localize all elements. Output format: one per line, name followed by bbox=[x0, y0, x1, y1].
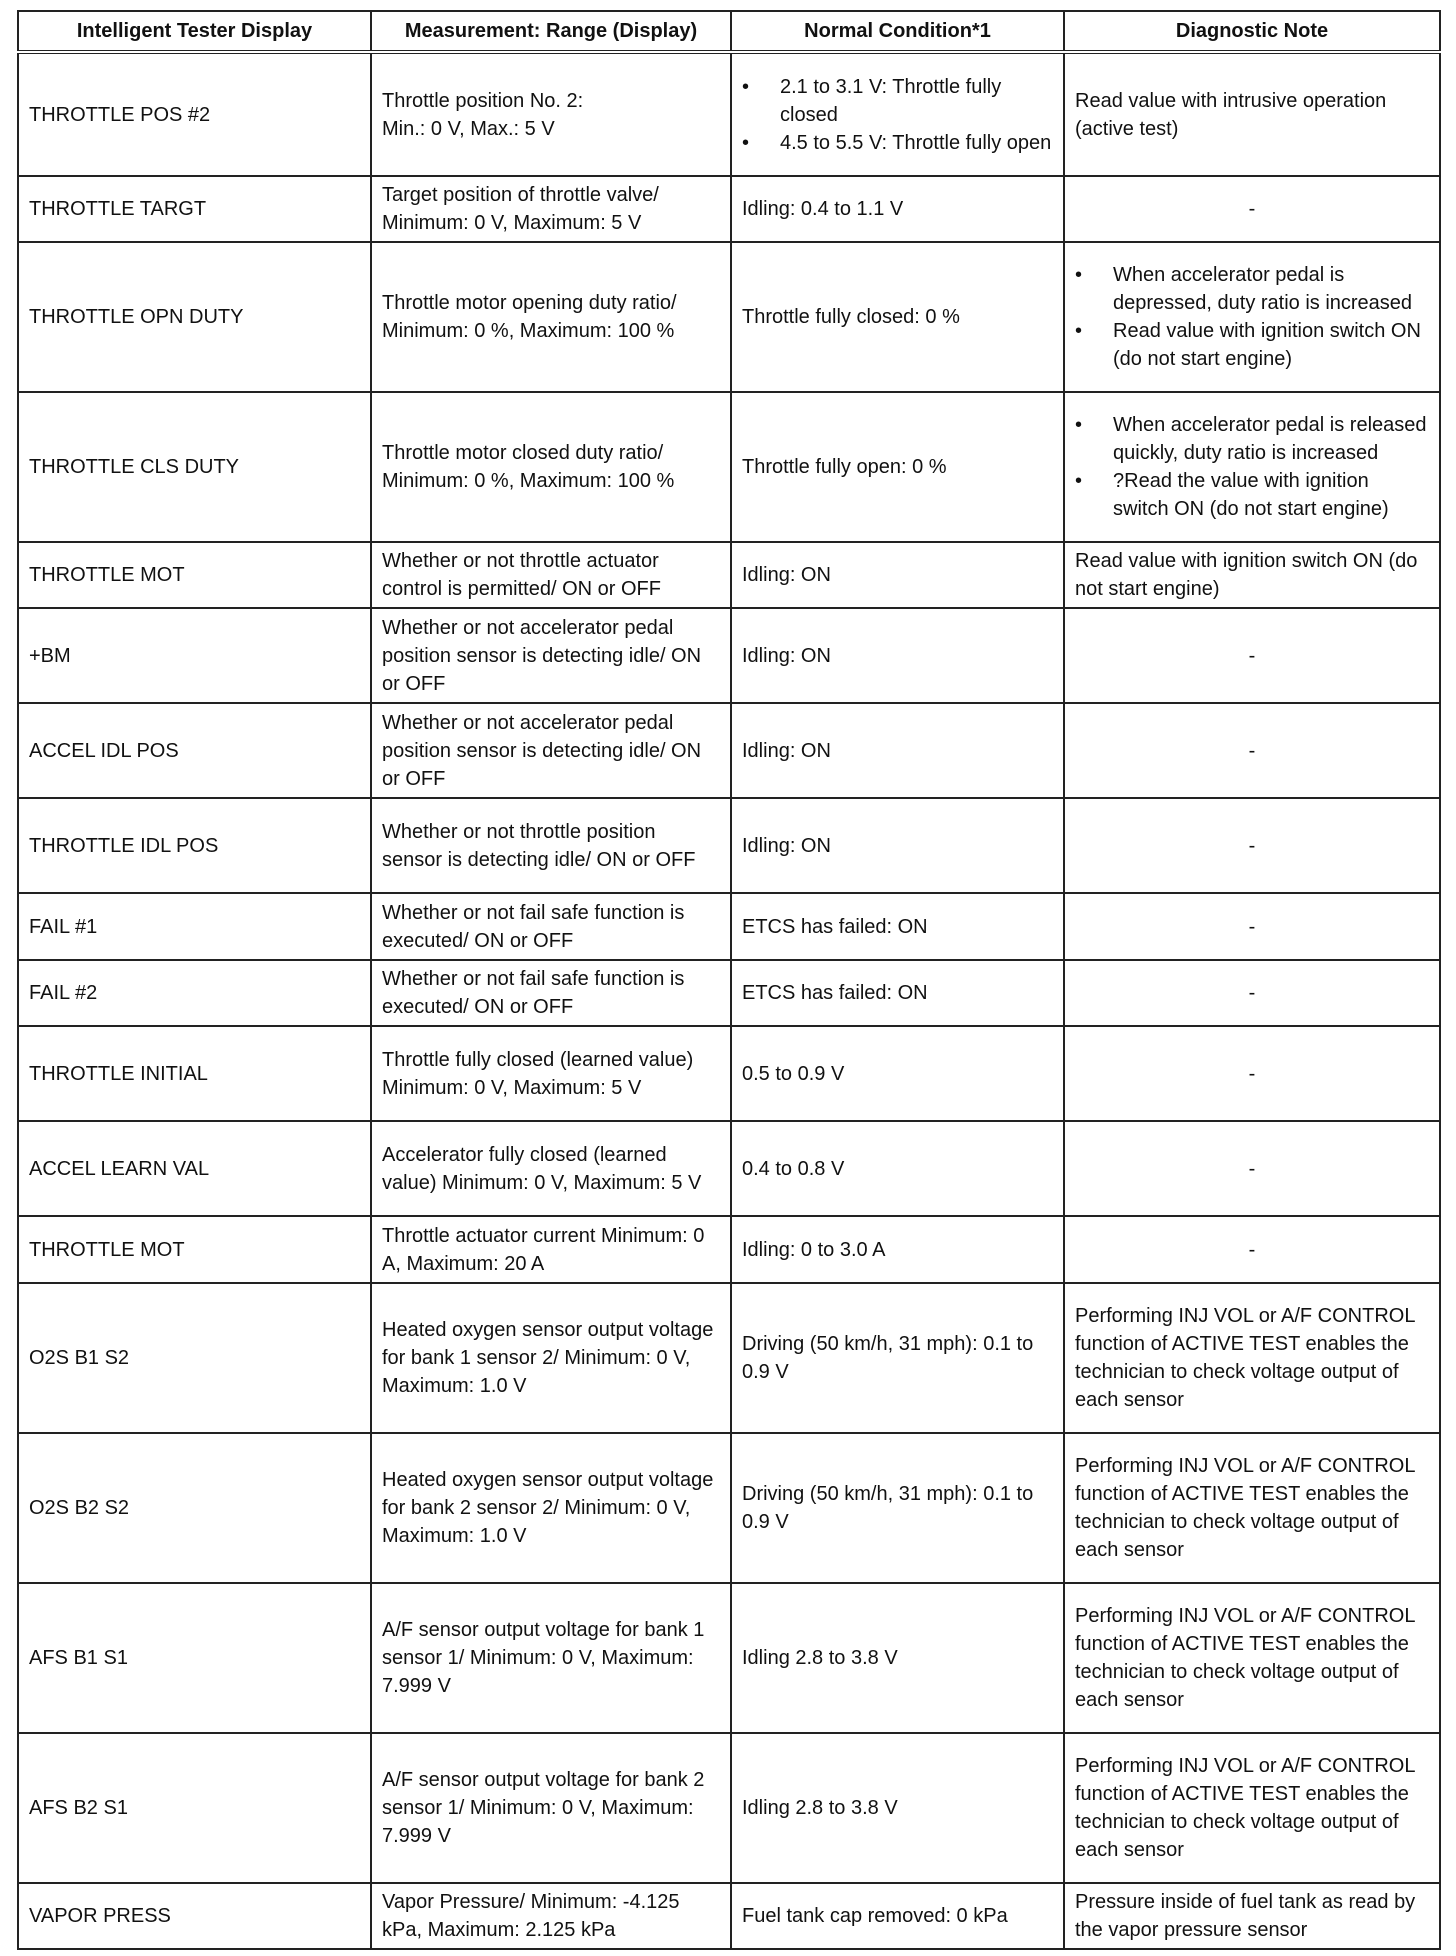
cell-diagnostic-note: - bbox=[1064, 1026, 1440, 1121]
cell-normal-condition: Idling 2.8 to 3.8 V bbox=[731, 1583, 1064, 1733]
cell-measurement-range: Whether or not fail safe function is executed/ ON or OFF bbox=[371, 960, 731, 1026]
table-row bbox=[18, 1583, 1440, 1733]
cell-measurement-range: Throttle fully closed (learned value) Minimum: 0 V, Maximum: 5 V bbox=[371, 1026, 731, 1121]
cell-tester-display: THROTTLE CLS DUTY bbox=[18, 392, 371, 542]
cell-diagnostic-note: Performing INJ VOL or A/F CONTROL function of ACTIVE TEST enables the technician to check voltage output of each sensor bbox=[1064, 1733, 1440, 1883]
cell-tester-display: THROTTLE INITIAL bbox=[18, 1026, 371, 1121]
cell-tester-display: FAIL #2 bbox=[18, 960, 371, 1026]
cell-normal-condition: Driving (50 km/h, 31 mph): 0.1 to 0.9 V bbox=[731, 1283, 1064, 1433]
cell-diagnostic-note: Performing INJ VOL or A/F CONTROL function of ACTIVE TEST enables the technician to check voltage output of each sensor bbox=[1064, 1283, 1440, 1433]
cell-normal-condition: 0.4 to 0.8 V bbox=[731, 1121, 1064, 1216]
table-row bbox=[18, 176, 1440, 242]
cell-tester-display: THROTTLE TARGT bbox=[18, 176, 371, 242]
cell-normal-condition: Idling: ON bbox=[731, 608, 1064, 703]
table-row bbox=[18, 1216, 1440, 1283]
table-row bbox=[18, 1883, 1440, 1949]
cell-normal-condition bbox=[731, 52, 1064, 176]
cell-tester-display: THROTTLE MOT bbox=[18, 1216, 371, 1283]
cell-diagnostic-note: - bbox=[1064, 703, 1440, 798]
cell-measurement-range: A/F sensor output voltage for bank 2 sensor 1/ Minimum: 0 V, Maximum: 7.999 V bbox=[371, 1733, 731, 1883]
cell-tester-display: +BM bbox=[18, 608, 371, 703]
table-row bbox=[18, 798, 1440, 893]
cell-normal-condition: 0.5 to 0.9 V bbox=[731, 1026, 1064, 1121]
cell-measurement-range: Heated oxygen sensor output voltage for bank 1 sensor 2/ Minimum: 0 V, Maximum: 1.0 V bbox=[371, 1283, 731, 1433]
cell-tester-display: THROTTLE OPN DUTY bbox=[18, 242, 371, 392]
header-diagnostic-note: Diagnostic Note bbox=[1064, 11, 1440, 52]
cell-normal-condition: Idling: ON bbox=[731, 703, 1064, 798]
table-row bbox=[18, 893, 1440, 960]
cell-tester-display: THROTTLE IDL POS bbox=[18, 798, 371, 893]
cell-measurement-range: Throttle motor opening duty ratio/ Minimum: 0 %, Maximum: 100 % bbox=[371, 242, 731, 392]
cell-measurement-range: Whether or not accelerator pedal position sensor is detecting idle/ ON or OFF bbox=[371, 703, 731, 798]
cell-normal-condition: Driving (50 km/h, 31 mph): 0.1 to 0.9 V bbox=[731, 1433, 1064, 1583]
cell-tester-display: ACCEL IDL POS bbox=[18, 703, 371, 798]
cell-tester-display: O2S B2 S2 bbox=[18, 1433, 371, 1583]
table-row bbox=[18, 542, 1440, 608]
cell-measurement-range: Vapor Pressure/ Minimum: -4.125 kPa, Maximum: 2.125 kPa bbox=[371, 1883, 731, 1949]
cell-normal-condition: Idling: 0.4 to 1.1 V bbox=[731, 176, 1064, 242]
table-row bbox=[18, 392, 1440, 542]
cell-normal-condition: Throttle fully open: 0 % bbox=[731, 392, 1064, 542]
table-header-row bbox=[18, 11, 1440, 52]
cell-diagnostic-note: - bbox=[1064, 1216, 1440, 1283]
cell-measurement-range: Throttle actuator current Minimum: 0 A, Maximum: 20 A bbox=[371, 1216, 731, 1283]
header-measurement-range: Measurement: Range (Display) bbox=[371, 11, 731, 52]
table-body bbox=[18, 52, 1440, 1949]
cell-tester-display: VAPOR PRESS bbox=[18, 1883, 371, 1949]
table-row bbox=[18, 1121, 1440, 1216]
cell-measurement-range: Whether or not accelerator pedal position sensor is detecting idle/ ON or OFF bbox=[371, 608, 731, 703]
bullet-item: • Read value with ignition switch ON (do not start engine) bbox=[1075, 317, 1429, 373]
cell-tester-display: AFS B2 S1 bbox=[18, 1733, 371, 1883]
cell-tester-display: ACCEL LEARN VAL bbox=[18, 1121, 371, 1216]
cell-measurement-range: Target position of throttle valve/ Minimum: 0 V, Maximum: 5 V bbox=[371, 176, 731, 242]
bullet-list bbox=[742, 73, 1053, 157]
cell-tester-display: FAIL #1 bbox=[18, 893, 371, 960]
cell-diagnostic-note: - bbox=[1064, 893, 1440, 960]
cell-measurement-range: Whether or not fail safe function is executed/ ON or OFF bbox=[371, 893, 731, 960]
cell-normal-condition: Throttle fully closed: 0 % bbox=[731, 242, 1064, 392]
bullet-item: • 2.1 to 3.1 V: Throttle fully closed bbox=[742, 73, 1053, 129]
cell-normal-condition: ETCS has failed: ON bbox=[731, 960, 1064, 1026]
bullet-item: • When accelerator pedal is depressed, duty ratio is increased bbox=[1075, 261, 1429, 317]
cell-measurement-range: Whether or not throttle actuator control is permitted/ ON or OFF bbox=[371, 542, 731, 608]
table-row bbox=[18, 960, 1440, 1026]
cell-diagnostic-note: Read value with ignition switch ON (do not start engine) bbox=[1064, 542, 1440, 608]
table-row bbox=[18, 703, 1440, 798]
table-row bbox=[18, 608, 1440, 703]
cell-diagnostic-note: - bbox=[1064, 798, 1440, 893]
header-normal-condition: Normal Condition*1 bbox=[731, 11, 1064, 52]
table-row bbox=[18, 1733, 1440, 1883]
bullet-item: • When accelerator pedal is released quickly, duty ratio is increased bbox=[1075, 411, 1429, 467]
cell-diagnostic-note: - bbox=[1064, 1121, 1440, 1216]
header-tester-display: Intelligent Tester Display bbox=[18, 11, 371, 52]
cell-normal-condition: Idling 2.8 to 3.8 V bbox=[731, 1733, 1064, 1883]
table-row bbox=[18, 242, 1440, 392]
cell-tester-display: THROTTLE POS #2 bbox=[18, 52, 371, 176]
cell-tester-display: AFS B1 S1 bbox=[18, 1583, 371, 1733]
table-row bbox=[18, 1026, 1440, 1121]
cell-diagnostic-note: - bbox=[1064, 176, 1440, 242]
cell-normal-condition: ETCS has failed: ON bbox=[731, 893, 1064, 960]
table-row bbox=[18, 1433, 1440, 1583]
cell-diagnostic-note: Performing INJ VOL or A/F CONTROL function of ACTIVE TEST enables the technician to check voltage output of each sensor bbox=[1064, 1583, 1440, 1733]
cell-diagnostic-note: - bbox=[1064, 960, 1440, 1026]
cell-diagnostic-note: Read value with intrusive operation (active test) bbox=[1064, 52, 1440, 176]
cell-measurement-range: A/F sensor output voltage for bank 1 sensor 1/ Minimum: 0 V, Maximum: 7.999 V bbox=[371, 1583, 731, 1733]
cell-measurement-range: Throttle motor closed duty ratio/ Minimum: 0 %, Maximum: 100 % bbox=[371, 392, 731, 542]
data-list-table bbox=[17, 10, 1441, 1950]
cell-measurement-range: Accelerator fully closed (learned value) Minimum: 0 V, Maximum: 5 V bbox=[371, 1121, 731, 1216]
table-row bbox=[18, 52, 1440, 176]
cell-measurement-range: Whether or not throttle position sensor is detecting idle/ ON or OFF bbox=[371, 798, 731, 893]
cell-normal-condition: Fuel tank cap removed: 0 kPa bbox=[731, 1883, 1064, 1949]
cell-tester-display: THROTTLE MOT bbox=[18, 542, 371, 608]
bullet-item: • ?Read the value with ignition switch ON (do not start engine) bbox=[1075, 467, 1429, 523]
cell-diagnostic-note: Pressure inside of fuel tank as read by the vapor pressure sensor bbox=[1064, 1883, 1440, 1949]
cell-measurement-range: Throttle position No. 2: Min.: 0 V, Max.: 5 V bbox=[371, 52, 731, 176]
data-list-table-wrapper bbox=[17, 10, 1441, 1950]
bullet-list bbox=[1075, 261, 1429, 373]
bullet-list bbox=[1075, 411, 1429, 523]
cell-tester-display: O2S B1 S2 bbox=[18, 1283, 371, 1433]
cell-normal-condition: Idling: ON bbox=[731, 542, 1064, 608]
cell-normal-condition: Idling: 0 to 3.0 A bbox=[731, 1216, 1064, 1283]
cell-diagnostic-note bbox=[1064, 392, 1440, 542]
table-row bbox=[18, 1283, 1440, 1433]
cell-normal-condition: Idling: ON bbox=[731, 798, 1064, 893]
cell-diagnostic-note: Performing INJ VOL or A/F CONTROL function of ACTIVE TEST enables the technician to check voltage output of each sensor bbox=[1064, 1433, 1440, 1583]
cell-diagnostic-note: - bbox=[1064, 608, 1440, 703]
bullet-item: • 4.5 to 5.5 V: Throttle fully open bbox=[742, 129, 1053, 157]
cell-diagnostic-note bbox=[1064, 242, 1440, 392]
cell-measurement-range: Heated oxygen sensor output voltage for bank 2 sensor 2/ Minimum: 0 V, Maximum: 1.0 V bbox=[371, 1433, 731, 1583]
